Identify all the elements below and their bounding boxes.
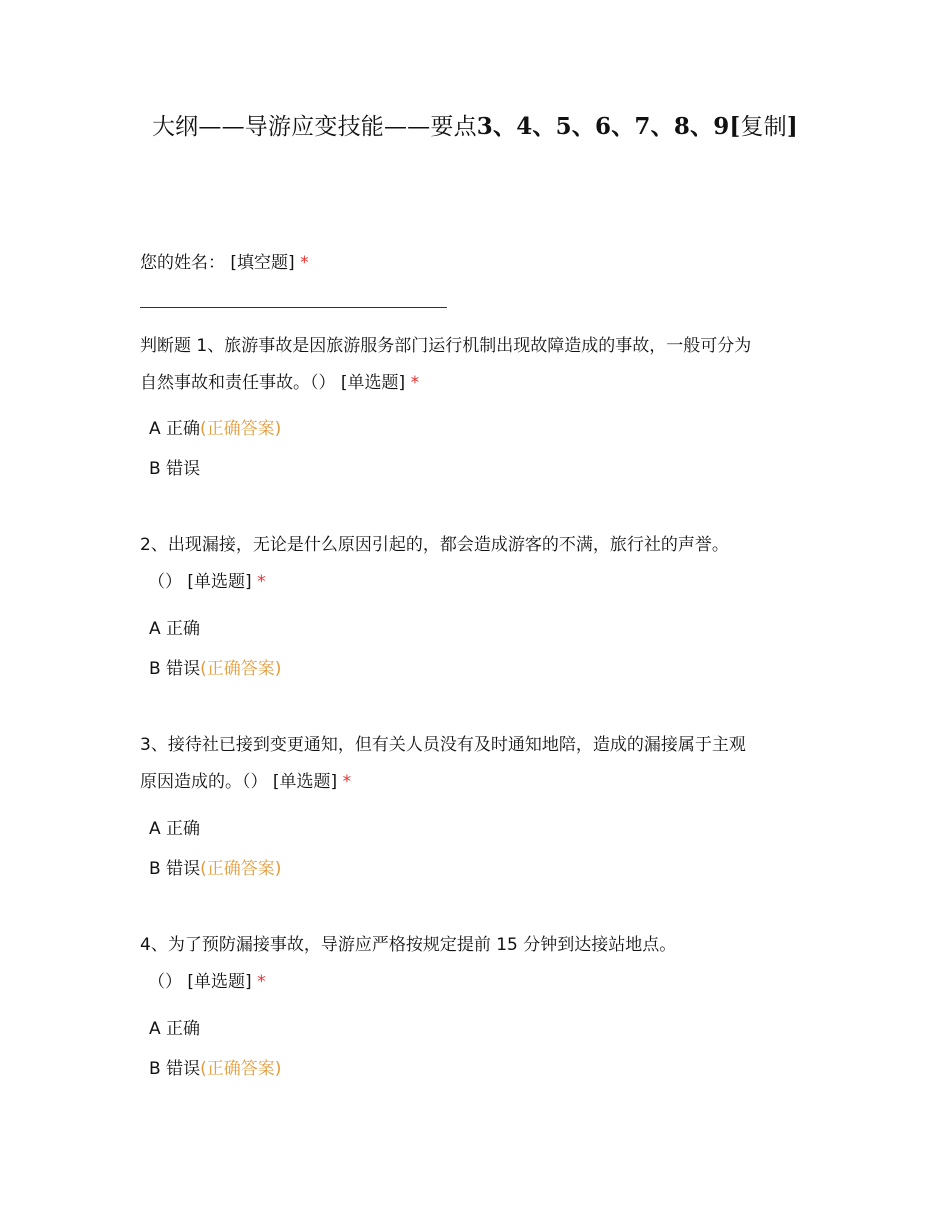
question-1-option-a[interactable]: A 正确(正确答案) — [149, 419, 282, 439]
question-4-line2: （） [单选题] * — [148, 972, 266, 992]
question-2-option-b[interactable]: B 错误(正确答案) — [149, 659, 282, 679]
question-3-option-b[interactable]: B 错误(正确答案) — [149, 859, 282, 879]
question-type: [单选题] — [272, 772, 338, 792]
question-type: [单选题] — [340, 373, 406, 393]
correct-answer-mark: (正确答案) — [200, 859, 282, 879]
question-type: [单选题] — [187, 572, 252, 592]
question-4-option-b[interactable]: B 错误(正确答案) — [149, 1059, 282, 1079]
correct-answer-mark: (正确答案) — [200, 659, 282, 679]
question-3-option-a[interactable]: A 正确 — [149, 819, 201, 839]
question-3-line2: 原因造成的。（） [单选题] * — [140, 772, 352, 792]
title-copy-label: 复制 — [740, 114, 787, 140]
question-4-option-a[interactable]: A 正确 — [149, 1019, 201, 1039]
required-mark: * — [342, 772, 352, 792]
page-title — [0, 108, 950, 141]
correct-answer-mark: (正确答案) — [200, 1059, 282, 1079]
title-bracket: ] — [786, 113, 799, 140]
correct-answer-mark: (正确答案) — [200, 419, 282, 439]
title-main: 大纲——导游应变技能——要点 — [151, 114, 477, 140]
question-2-line2: （） [单选题] * — [148, 572, 266, 592]
question-3 — [140, 727, 820, 801]
question-2 — [140, 527, 820, 601]
question-4 — [140, 927, 820, 1001]
required-mark: * — [257, 572, 266, 592]
name-question-text: 您的姓名： — [140, 253, 225, 273]
question-1 — [140, 328, 820, 402]
required-mark: * — [410, 373, 420, 393]
question-type: [单选题] — [187, 972, 252, 992]
required-mark: * — [300, 253, 309, 273]
question-3-line1: 3、接待社已接到变更通知，但有关人员没有及时通知地陪，造成的漏接属于主观 — [140, 735, 746, 755]
title-numbers: 3、4、5、6、7、8、9[ — [476, 113, 741, 140]
question-4-line1: 4、为了预防漏接事故，导游应严格按规定提前 15 分钟到达接站地点。 — [140, 935, 677, 955]
question-1-option-b[interactable]: B 错误 — [149, 459, 201, 479]
question-1-line2: 自然事故和责任事故。（） [单选题] * — [140, 373, 420, 393]
name-question — [140, 245, 820, 282]
question-2-line1: 2、出现漏接，无论是什么原因引起的，都会造成游客的不满，旅行社的声誉。 — [140, 535, 729, 555]
question-1-line1: 判断题 1、旅游事故是因旅游服务部门运行机制出现故障造成的事故，一般可分为 — [140, 336, 752, 356]
question-type: [填空题] — [230, 253, 295, 273]
required-mark: * — [257, 972, 266, 992]
question-2-option-a[interactable]: A 正确 — [149, 619, 201, 639]
name-answer-line[interactable] — [140, 307, 447, 308]
